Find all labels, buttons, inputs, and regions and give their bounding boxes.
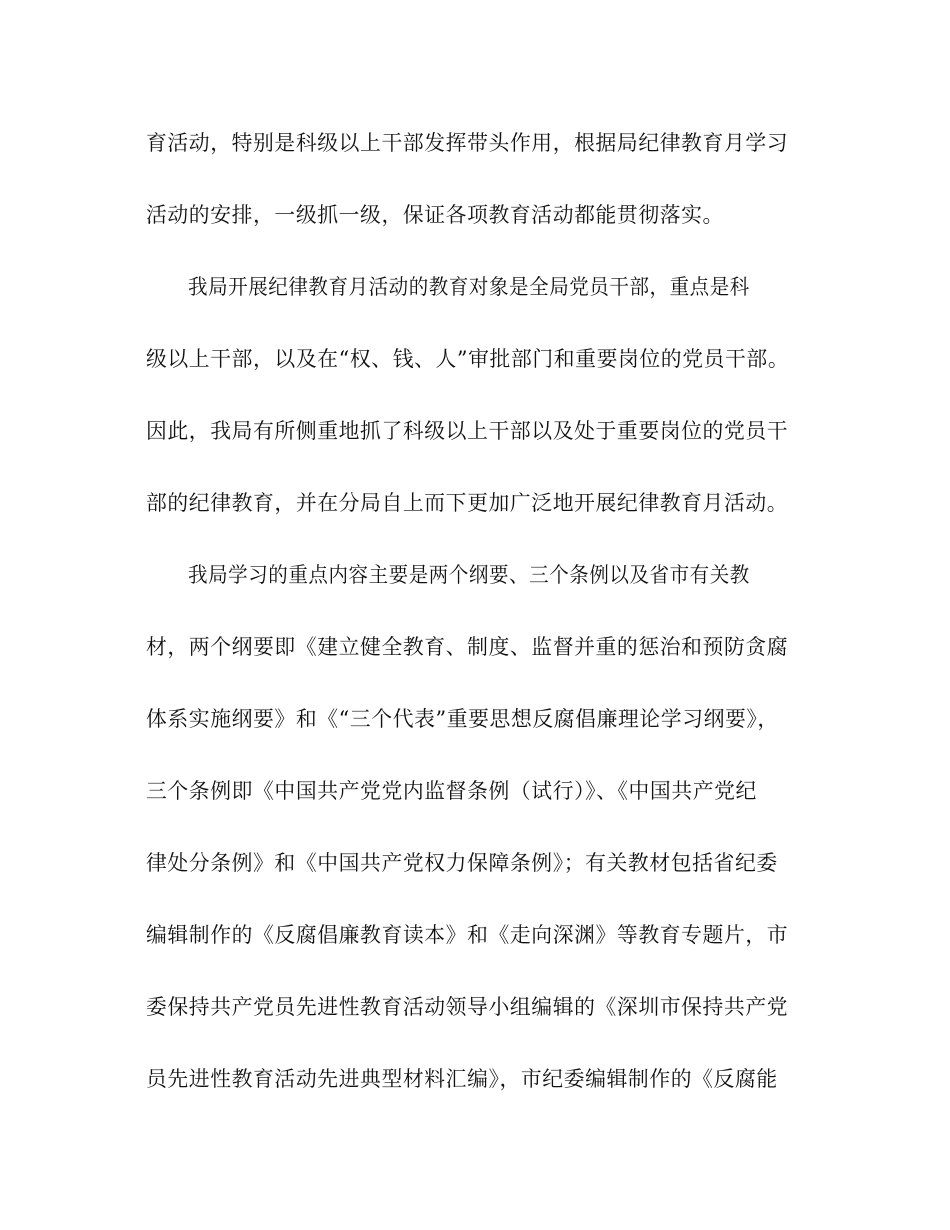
body-text-line: 育活动，特别是科级以上干部发挥带头作用，根据局纪律教育月学习 <box>146 131 789 155</box>
body-text-line: 体系实施纲要》和《“三个代表”重要思想反腐倡廉理论学习纲要》， <box>146 707 779 731</box>
body-text-line: 编辑制作的《反腐倡廉教育读本》和《走向深渊》等教育专题片，市 <box>146 923 789 947</box>
paragraph-first-line: 我局开展纪律教育月活动的教育对象是全局党员干部，重点是科 <box>188 275 750 299</box>
body-text-line: 员先进性教育活动先进典型材料汇编》，市纪委编辑制作的《反腐能 <box>146 1067 778 1091</box>
body-text-line: 部的纪律教育，并在分局自上而下更加广泛地开展纪律教育月活动。 <box>146 491 789 515</box>
body-text-line: 材，两个纲要即《建立健全教育、制度、监督并重的惩治和预防贪腐 <box>146 635 789 659</box>
body-text-line: 级以上干部，以及在“权、钱、人”审批部门和重要岗位的党员干部。 <box>146 347 790 371</box>
body-text-line: 三个条例即《中国共产党党内监督条例（试行）》、《中国共产党纪 <box>146 779 757 803</box>
paragraph-first-line: 我局学习的重点内容主要是两个纲要、三个条例以及省市有关教 <box>188 563 750 587</box>
body-text-line: 律处分条例》和《中国共产党权力保障条例》；有关教材包括省纪委 <box>146 851 778 875</box>
body-text-line: 因此，我局有所侧重地抓了科级以上干部以及处于重要岗位的党员干 <box>146 419 789 443</box>
body-text-line: 活动的安排，一级抓一级，保证各项教育活动都能贯彻落实。 <box>146 203 724 227</box>
body-text-line: 委保持共产党员先进性教育活动领导小组编辑的《深圳市保持共产党 <box>146 995 789 1019</box>
